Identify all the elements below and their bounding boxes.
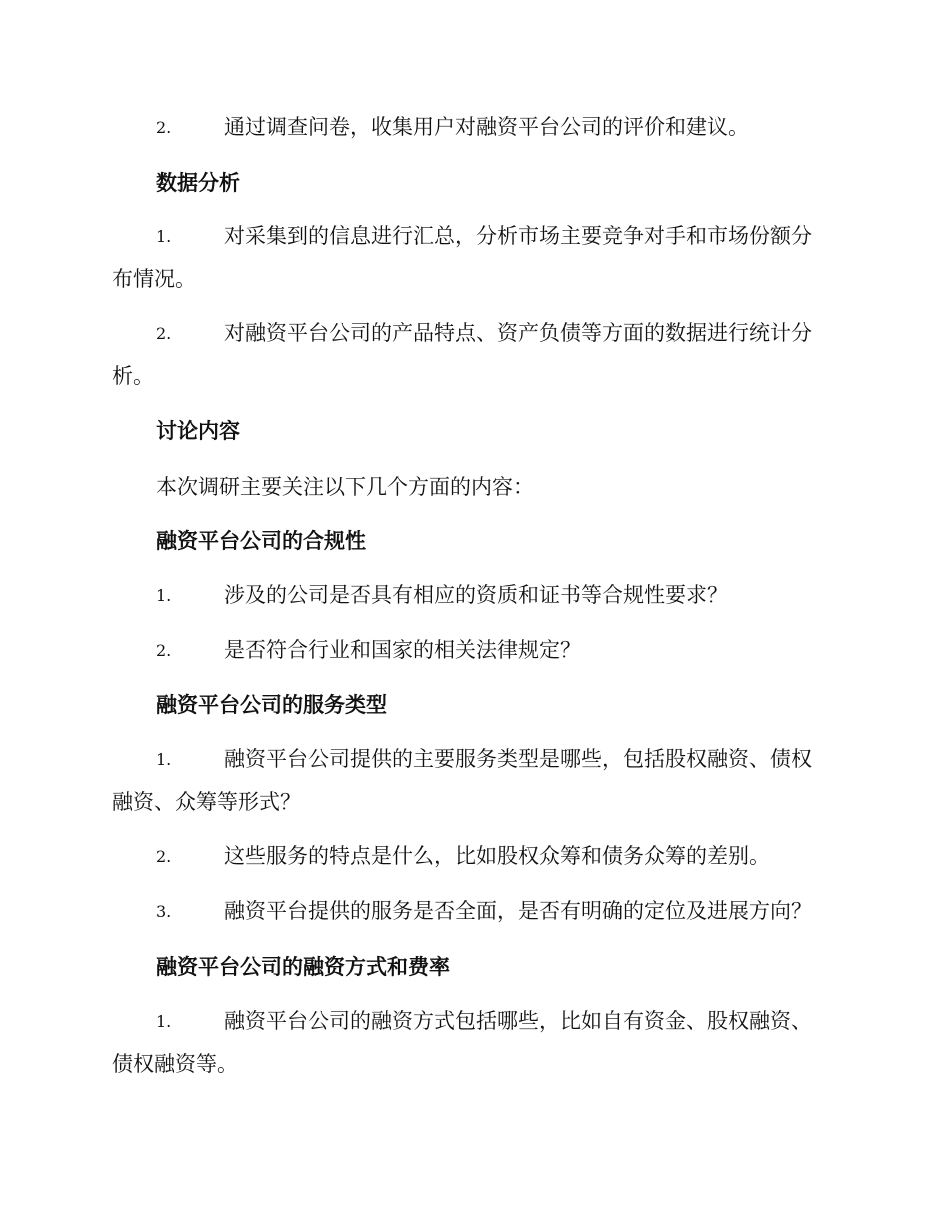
section-heading: 讨论内容 <box>156 418 240 443</box>
list-number: 1. <box>156 586 172 605</box>
list-text-continuation: 布情况。 <box>112 267 196 291</box>
list-text: 对采集到的信息进行汇总，分析市场主要竞争对手和市场份额分 <box>224 224 812 248</box>
list-text: 融资平台提供的服务是否全面，是否有明确的定位及进展方向？ <box>224 899 812 923</box>
list-item <box>112 835 832 878</box>
list-number: 1. <box>156 750 172 769</box>
list-item <box>112 1000 832 1086</box>
list-item <box>112 215 832 301</box>
section-heading: 融资平台公司的融资方式和费率 <box>156 954 450 979</box>
list-text: 这些服务的特点是什么，比如股权众筹和债务众筹的差别。 <box>224 844 770 868</box>
list-number: 1. <box>156 227 172 246</box>
list-item <box>112 312 832 398</box>
list-item <box>112 106 832 149</box>
list-text: 融资平台公司提供的主要服务类型是哪些，包括股权融资、债权 <box>224 747 812 771</box>
list-text-continuation: 融资、众筹等形式？ <box>112 790 301 814</box>
list-number: 2. <box>156 324 172 343</box>
list-number: 2. <box>156 847 172 866</box>
list-number: 1. <box>156 1012 172 1031</box>
list-number: 2. <box>156 118 172 137</box>
list-text: 是否符合行业和国家的相关法律规定？ <box>224 638 581 662</box>
list-text-continuation: 析。 <box>112 364 154 388</box>
list-text: 涉及的公司是否具有相应的资质和证书等合规性要求？ <box>224 583 728 607</box>
list-number: 2. <box>156 641 172 660</box>
list-item <box>112 629 832 672</box>
list-item <box>112 574 832 617</box>
section-heading: 融资平台公司的服务类型 <box>156 692 387 717</box>
list-number: 3. <box>156 902 172 921</box>
list-text: 对融资平台公司的产品特点、资产负债等方面的数据进行统计分 <box>224 321 812 345</box>
list-item <box>112 738 832 824</box>
paragraph: 本次调研主要关注以下几个方面的内容： <box>156 475 534 499</box>
list-text: 融资平台公司的融资方式包括哪些，比如自有资金、股权融资、 <box>224 1009 812 1033</box>
list-item <box>112 890 832 933</box>
list-text-continuation: 债权融资等。 <box>112 1052 238 1076</box>
section-heading: 数据分析 <box>156 170 240 195</box>
list-text: 通过调查问卷，收集用户对融资平台公司的评价和建议。 <box>224 115 749 139</box>
section-heading: 融资平台公司的合规性 <box>156 528 366 553</box>
